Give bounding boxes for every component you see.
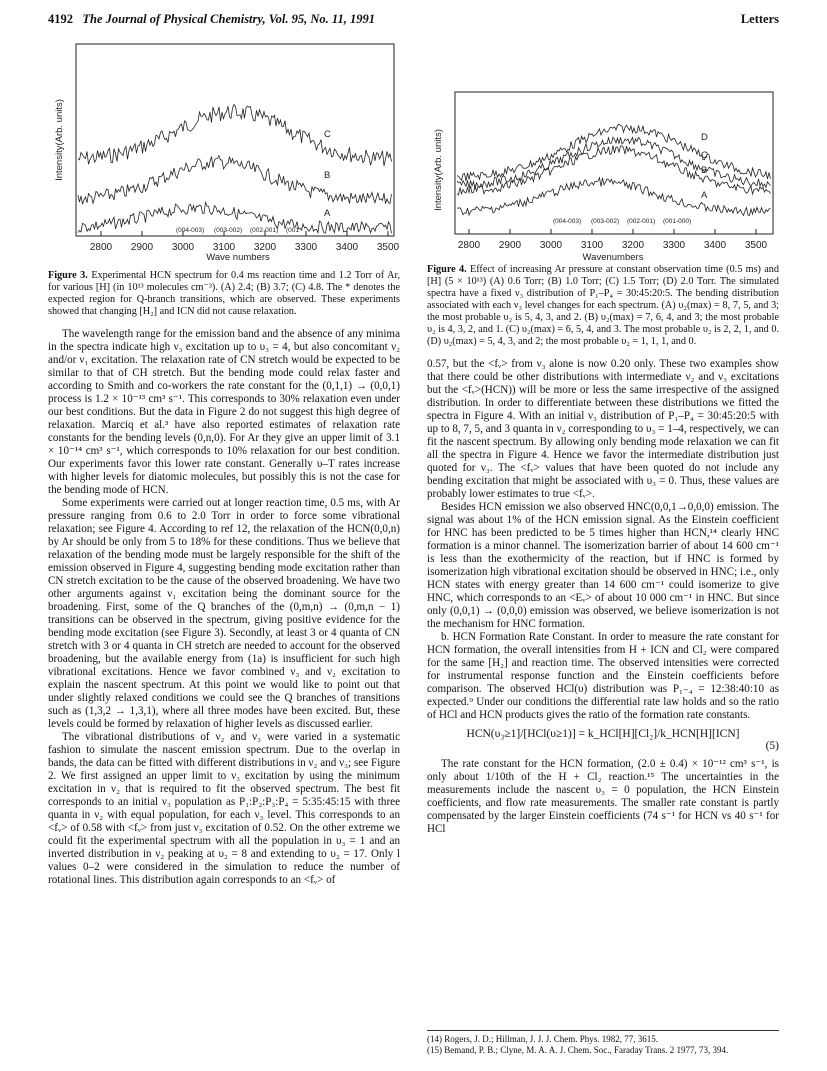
figure-4-band-4: (001-000) xyxy=(663,218,692,225)
running-header xyxy=(48,12,779,32)
reference-14: (14) Rogers, J. D.; Hillman, J. J. J. Chem. Phys. 1982, 77, 3615. xyxy=(427,1034,659,1044)
figure-3-band-4: (001 xyxy=(286,227,300,234)
figure-4-trace-d xyxy=(457,124,771,181)
figure-3-caption xyxy=(48,270,400,318)
references xyxy=(427,1030,779,1056)
figure-3-band-2: (003-002) xyxy=(214,227,243,234)
left-paragraph-2: Some experiments were carried out at longer reaction time, 0.5 ms, with Ar pressure ranging from 0.6 to 2.0 Torr in order to force some vibrational relaxation; see Figure 4. According to ref 12, the relaxation of the HCN(0,0,n) by Ar should be only from 5 to 18% for these conditions. Thus we believe that relaxation of the bending mode must be largely responsible for the shift of the emission observed in Figure 4, suggesting bending mode excitation rather than CN stretch excitation to be the cause of the observed broadening. We have two other arguments against ν₁ excitation being the dominant source for the broadening. First, some of the Q branches of the (0,m,n) → (0,m,n − 1) transitions can be observed in the spectrum, giving positive evidence for the bending mode excitation (see Figure 3). Secondly, at least 3 or 4 quanta of CN stretch with 3 or 4 quanta in CH stretch are needed to account for the observed broadening, but the available energy from (1a) is insufficient for such high vibrational excitations. Hence we favor combined ν₃ and ν₂ excitation to explain the nascent spectrum. At this point we would like to point out that under slightly relaxed conditions we could see the Q branches of transitions such as (1,3,2 → 1,3,1), where all three modes have been excited. But, these levels could be formed by relaxation of higher levels as discussed earlier. xyxy=(48,497,400,730)
left-paragraph-3: The vibrational distributions of ν₂ and ν₃ were varied in a systematic fashion to simulate the nascent emission spectrum. Due to the overlap in bands, the data can be fitted with different distributions in ν₂ and ν₃; see Figure 2. We first assigned an upper limit to ν₃ excitation by using the minimum excitation in ν₂ that is required to fit the observed spectrum. The best fit corresponds to an initial ν₃ population as P₁:P₂:P₃:P₄ = 5:35:45:15 with three quanta in ν₂ with equal population, for each ν₃ level. This corresponds to an <fᵥ> of 0.58 with <fᵥ> from just ν₃ excitation of 0.52. On the other extreme we could fit the experimental spectrum with all the population in υ₃ = 1 and an inverted distribution in ν₂ peaking at υ₂ = 8 and extending to υ₂ = 17. Only l values 0–2 were considered in the simulation to reduce the number of rotational lines. This distribution again corresponds to an <fᵥ> of xyxy=(48,731,400,886)
figure-3-tick-2800: 2800 xyxy=(89,242,113,253)
right-paragraph-3: b. HCN Formation Rate Constant. In order to measure the rate constant for HCN formation, the overall intensities from H + ICN and Cl₂ were compared for the same [H₂] and reaction time. The observed intensities were corrected for instrumental response function and the Einstein coefficients before comparison. The observed HCl(υ) distribution was P₁₋₄ = 12:38:40:10 as expected.⁹ Under our conditions the differential rate law holds and so the ratio of HCl and HCN products gives the ratio of the formation rate constants. xyxy=(427,631,779,721)
figure-3-tick-3000: 3000 xyxy=(171,242,195,253)
figure-4-tick-2800: 2800 xyxy=(457,240,481,251)
figure-4-traces xyxy=(457,124,771,215)
figure-3-tick-2900: 2900 xyxy=(130,242,154,253)
header-left xyxy=(48,12,375,27)
figure-4-label-c: C xyxy=(701,150,708,161)
figure-4-band-2: (003-002) xyxy=(591,218,620,225)
figure-4-caption xyxy=(427,264,779,348)
figure-3-ylabel: Intensity(Arb. units) xyxy=(54,99,65,181)
figure-4-trace-c xyxy=(457,137,771,188)
equation-number: (5) xyxy=(765,740,779,752)
figure-3-frame xyxy=(76,44,394,236)
figure-4 xyxy=(427,40,779,348)
figure-3-tick-3300: 3300 xyxy=(294,242,318,253)
figure-4-ylabel: Intensity(Arb. units) xyxy=(433,129,444,211)
left-column xyxy=(48,40,400,887)
figure-4-tick-3500: 3500 xyxy=(744,240,768,251)
page-number: 4192 xyxy=(48,12,73,26)
figure-3-tick-3100: 3100 xyxy=(212,242,236,253)
figure-4-plot xyxy=(427,40,779,262)
figure-3-tick-3500: 3500 xyxy=(376,242,400,253)
figure-4-caption-label: Figure 4. xyxy=(427,264,467,275)
reference-15: (15) Bemand, P. B.; Clyne, M. A. A. J. Chem. Soc., Faraday Trans. 2 1977, 73, 394. xyxy=(427,1045,729,1055)
left-paragraph-1: The wavelength range for the emission band and the absence of any minima in the spectra indicate high ν₃ excitation up to υ₃ = 4, but also concomitant ν₂ and/or ν₁ excitation. The relaxation rate of CN stretch would be expected to be similar to that of CH stretch. But the bending mode could relax faster and according to Smith and co-workers the rate constant for the (0,1,1) → (0,0,1) process is 1.2 × 10⁻¹³ cm³ s⁻¹. This corresponds to 30% relaxation even under our best conditions. But the data in Figure 2 do not suggest this high degree of relaxation. Marciq et al.³ have also reported estimates of relaxation rate constants for the bending levels (0,n,0). For Ar they give an upper limit of 3.1 × 10⁻¹⁴ cm³ s⁻¹, which corresponds to 10% relaxation for our best condition. Our experiments favor this lower rate constant. Generally υ–T rates increase with higher levels for diatomic molecules, but possibly this is not the case for the bending mode of HCN. xyxy=(48,328,400,496)
right-column xyxy=(427,40,779,836)
figure-4-band-1: (004-003) xyxy=(553,218,582,225)
figure-3-plot xyxy=(48,40,400,268)
figure-4-label-b: B xyxy=(701,165,708,176)
figure-3-label-c: C xyxy=(324,129,331,140)
figure-4-tick-2900: 2900 xyxy=(498,240,522,251)
right-paragraph-2: Besides HCN emission we also observed HNC(0,0,1→0,0,0) emission. The signal was about 1% of the HCN emission signal. As the Einstein coefficient for HNC has been predicted to be 5 times higher than HCN,¹⁴ clearly HNC formation is a minor channel. The isomerization barrier of about 14 600 cm⁻¹ is less than the exothermicity of the reaction, but if HNC is formed by isomerization high vibrational excitation should be observed in HNC; i.e., only HCN states with energy greater than 14 600 cm⁻¹ could isomerize to give HNC, which corresponds to an <Eᵥ> of about 10 000 cm⁻¹ in HNC. But since only (0,0,1) → (0,0,0) emission was observed, we believe isomerization is not the mechanism for HNC formation. xyxy=(427,501,779,630)
figure-4-ticks xyxy=(469,229,756,234)
figure-4-label-a: A xyxy=(701,190,708,201)
right-paragraph-1: 0.57, but the <fᵥ> from ν₃ alone is now 0.20 only. These two examples show that there could be other distributions with intermediate ν₂ and ν₃ excitations but the <fᵥ>(HCN)) will be more or less the same irrespective of the assigned distribution. In order to differentiate between these distributions we fitted the spectra in Figure 4. With an initial ν₃ distribution of P₁–P₄ = 30:45:20:5 with up to 8, 7, 5, and 3 quanta in ν₂ corresponding to υ₃ = 1–4, respectively, we can fit the nascent spectrum. By allowing only bending mode relaxation we can fit all the spectra in Figure 4. Hence we favor the intermediate distribution just quoted for ν₃. The <fᵥ> values that have been quoted do not include any bending excitation that might be associated with υ₃ = 0. Thus, these values are probably lower estimates to true <fᵥ>. xyxy=(427,358,779,500)
figure-4-tick-3100: 3100 xyxy=(580,240,604,251)
figure-3-trace-b xyxy=(78,156,392,205)
figure-3-tick-3400: 3400 xyxy=(335,242,359,253)
figure-3-label-b: B xyxy=(324,170,331,181)
figure-4-tick-3000: 3000 xyxy=(539,240,563,251)
journal-title: The Journal of Physical Chemistry, Vol. 95, No. 11, 1991 xyxy=(82,12,375,26)
figure-4-tick-3300: 3300 xyxy=(662,240,686,251)
figure-3-trace-c xyxy=(78,104,392,166)
figure-3-traces xyxy=(78,104,392,233)
equation-5: HCN(υ₃≥1]/[HCl(υ≥1)] = k_HCl[H][Cl₂]/k_HCN[H][ICN] xyxy=(466,728,740,740)
figure-4-caption-text: Effect of increasing Ar pressure at constant observation time (0.5 ms) and [H] (5 × 10¹³) (A) 0.6 Torr; (B) 1.0 Torr; (C) 1.5 Torr; (D) 2.0 Torr. The simulated spectra have a fixed ν₃ distribution of P₁–P₄ = 30:45:20:5. The bending distribution associated with each ν₃ level changes for each spectrum. (A) υ₂(max) = 8, 7, 5, and 3; the most probable υ₂ is 5, 4, 3, and 2. (B) υ₂(max) = 7, 6, 4, and 3; the most probable υ₂ is 4, 3, 2, and 1. (C) υ₂(max) = 6, 5, 4, and 3. The most probable υ₂ is 2, 2, 1, and 0. (D) υ₂(max) = 5, 4, 3, and 2; the most probable υ₂ = 1, 1, 1, and 0. xyxy=(427,264,779,347)
section-title: Letters xyxy=(740,12,779,26)
figure-4-label-d: D xyxy=(701,132,708,143)
figure-3-band-1: (004-003) xyxy=(176,227,205,234)
figure-3-band-3: (002-001) xyxy=(250,227,279,234)
figure-4-frame xyxy=(455,92,773,234)
right-paragraph-4: The rate constant for the HCN formation, (2.0 ± 0.4) × 10⁻¹² cm³ s⁻¹, is only about 1/10th of the H + Cl₂ reaction.¹⁵ The uncertainties in the measurements include the nascent υ₃ = 0 population, the HCN Einstein coefficients, and flow rate measurements. The smaller rate constant is partly compensated by the larger Einstein coefficients (74 s⁻¹ for HCN vs 40 s⁻¹ for HCl xyxy=(427,758,779,835)
figure-3-tick-3200: 3200 xyxy=(253,242,277,253)
figure-4-tick-3400: 3400 xyxy=(703,240,727,251)
figure-4-xlabel: Wavenumbers xyxy=(582,252,644,262)
figure-4-trace-b xyxy=(457,146,771,195)
figure-3-xlabel: Wave numbers xyxy=(206,252,270,263)
figure-3-label-a: A xyxy=(324,208,331,219)
figure-3-caption-text: Experimental HCN spectrum for 0.4 ms reaction time and 1.2 Torr of Ar, for various [H] (in 10¹³ molecules cm⁻³). (A) 2.4; (B) 3.7; (C) 4.8. The * denotes the expected region for Q-branch transitions, which are observed. These experiments showed that changing [H₂] and ICN did not cause relaxation. xyxy=(48,270,401,317)
figure-4-tick-3200: 3200 xyxy=(621,240,645,251)
figure-4-band-3: (002-001) xyxy=(627,218,656,225)
figure-3 xyxy=(48,40,400,318)
figure-3-caption-label: Figure 3. xyxy=(48,270,88,281)
